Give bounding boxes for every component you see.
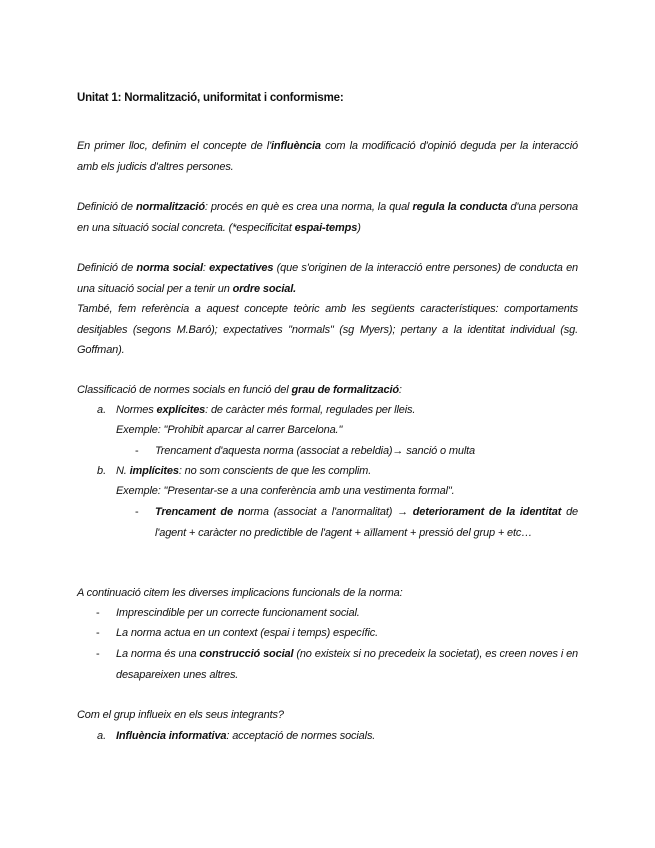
implicacio-item: La norma és una construcció social (no existeix si no precedeix la societat), es creen noves i en desapareixen unes altres. xyxy=(116,648,579,681)
grup-question: Com el grup influeix en els seus integrants? xyxy=(77,709,284,721)
implicites-example: Exemple: "Presentar-se a una conferència amb una vestimenta formal". xyxy=(116,485,455,497)
implicacions-intro: A continuació citem les diverses implicacions funcionals de la norma: xyxy=(77,587,403,599)
term-grau-formalitzacio: grau de formalització xyxy=(291,384,399,396)
term-influencia-informativa: Influència informativa xyxy=(116,730,227,742)
unit-title: Unitat 1: Normalització, uniformitat i conformisme: xyxy=(77,92,344,104)
influencia-informativa-item: Influència informativa: acceptació de normes socials. xyxy=(116,730,376,742)
term-espai-temps: espai-temps xyxy=(294,221,358,234)
term-explicites: explícites xyxy=(156,404,206,416)
implicacio-item: La norma actua en un context (espai i temps) específic. xyxy=(116,627,379,639)
implicites-breach: Trencament de norma (associat a l'anormalitat) → deteriorament de la identitat de l'agent + caràcter no predictible de l'agent + aïllament + pressió del grup + etc… xyxy=(155,506,579,539)
bullet-dash: - xyxy=(96,607,100,619)
term-trencament: Trencament de n xyxy=(155,506,245,518)
term-implicites: implícites xyxy=(129,465,179,477)
intro-paragraph: En primer lloc, definim el concepte de l'influència com la modificació d'opinió deguda per la interacció amb els judicis d'altres persones. xyxy=(77,140,579,173)
normalitzacio-paragraph: Definició de normalització: procés en què es crea una norma, la qual regula la conducta d'una persona en una situació social concreta. (*especificitat espai-temps) xyxy=(77,201,578,234)
normes-implicites-item: N. implícites: no som conscients de que les complim. xyxy=(116,465,372,477)
norma-social-paragraph: Definició de norma social: expectatives (que s'originen de la interacció entre persones) de conducta en una situació social per a tenir un ordre social. També, fem referència a aquest concepte teòric amb les següents característiques: comportaments desitjables (segons M.Baró); expectatives "normals" (sg Myers); pertany a la identitat individual (sg. Goffman). xyxy=(77,262,579,356)
term-construccio-social: construcció social xyxy=(199,648,294,660)
list-marker-a: a. xyxy=(97,730,107,742)
implicacio-item: Imprescindible per un correcte funcionament social. xyxy=(116,607,360,619)
term-deteriorament: deteriorament de la identitat xyxy=(412,506,562,518)
term-ordre-social: ordre social. xyxy=(232,282,297,295)
bullet-dash: - xyxy=(96,648,100,660)
caracteristiques-text: També, fem referència a aquest concepte teòric amb les següents característiques: comportaments desitjables (segons M.Baró); expectatives "normals" (sg Myers); pertany a la identitat individual (sg. Goffman). xyxy=(77,303,578,356)
term-normalitzacio: normalització xyxy=(135,201,205,213)
bullet-dash: - xyxy=(135,506,139,518)
term-influencia: influència xyxy=(271,140,321,152)
term-norma-social: norma social xyxy=(136,262,203,274)
bullet-dash: - xyxy=(96,627,100,639)
explicites-example: Exemple: "Prohibit aparcar al carrer Barcelona." xyxy=(116,424,343,436)
bullet-dash: - xyxy=(135,445,139,457)
term-expectatives: expectatives xyxy=(209,262,274,274)
explicites-breach: Trencament d'aquesta norma (associat a rebeldia)→ sanció o multa xyxy=(155,445,476,457)
list-marker-b: b. xyxy=(97,465,107,477)
classificacio-intro: Classificació de normes socials en funció del grau de formalització: xyxy=(77,384,402,396)
term-regula-conducta: regula la conducta xyxy=(412,201,508,213)
normes-explicites-item: Normes explícites: de caràcter més formal, regulades per lleis. xyxy=(116,404,416,416)
list-marker-a: a. xyxy=(97,404,107,416)
